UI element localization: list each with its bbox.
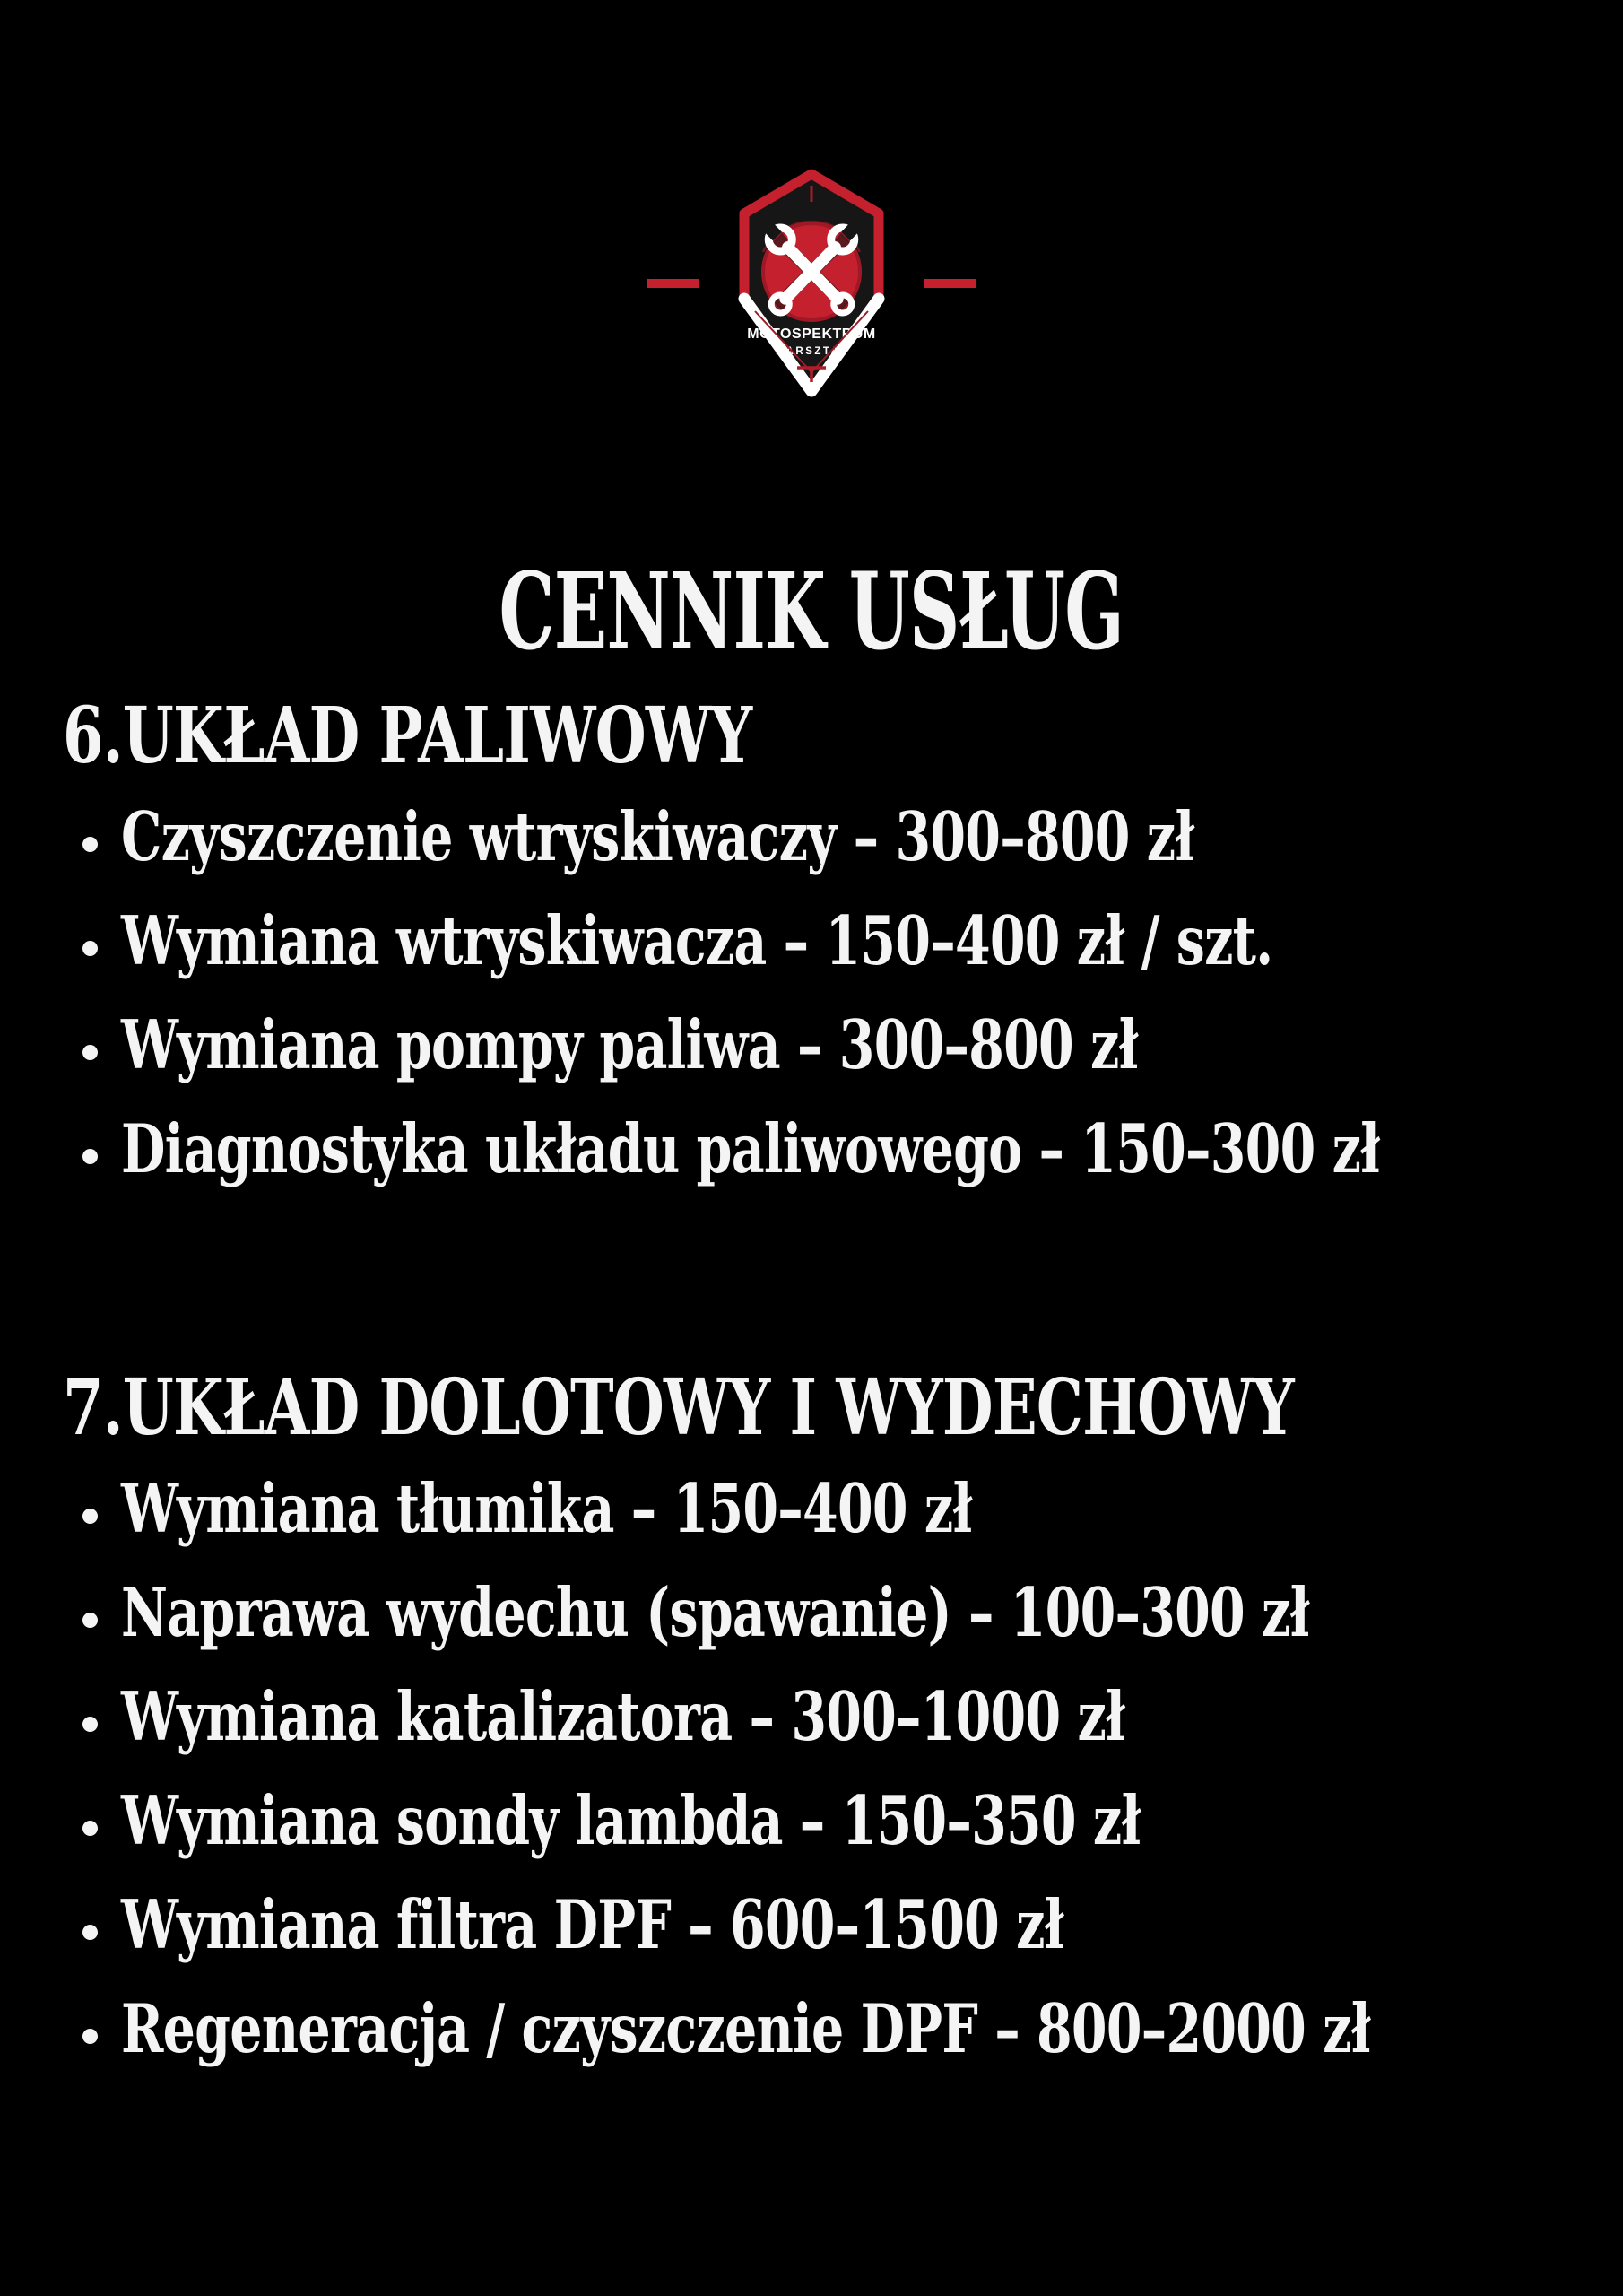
service-item bbox=[63, 796, 1605, 876]
service-item-text: Wymiana tłumika – 150–400 zł bbox=[121, 1468, 972, 1548]
service-item-text: Naprawa wydechu (spawanie) – 100–300 zł bbox=[121, 1572, 1309, 1652]
bullet-icon bbox=[82, 2029, 98, 2044]
service-item bbox=[63, 900, 1605, 980]
logo-subtitle-text: WARSZTAT bbox=[774, 346, 849, 357]
logo-dash-left-icon bbox=[647, 279, 699, 288]
service-section bbox=[63, 691, 1605, 1188]
service-item-text: Wymiana filtra DPF – 600–1500 zł bbox=[121, 1884, 1063, 1964]
service-item bbox=[63, 1988, 1605, 2068]
service-list bbox=[63, 1468, 1605, 2068]
service-item-text: Czyszczenie wtryskiwaczy – 300–800 zł bbox=[121, 796, 1194, 876]
section-heading-text: 7.UKŁAD DOLOTOWY I WYDECHOWY bbox=[63, 1362, 1294, 1453]
bullet-icon bbox=[82, 1613, 98, 1628]
service-item bbox=[63, 1004, 1605, 1084]
page-title bbox=[0, 549, 1623, 674]
bullet-icon bbox=[82, 1149, 98, 1164]
section-heading bbox=[63, 1362, 1605, 1453]
bullet-icon bbox=[82, 1509, 98, 1524]
service-section bbox=[63, 1362, 1605, 2068]
bullet-icon bbox=[82, 1717, 98, 1732]
bullet-icon bbox=[82, 1925, 98, 1940]
service-item-text: Diagnostyka układu paliwowego – 150–300 zł bbox=[121, 1109, 1380, 1188]
service-item bbox=[63, 1572, 1605, 1652]
workshop-logo-badge bbox=[726, 166, 897, 404]
service-item-text: Regeneracja / czyszczenie DPF – 800–2000 zł bbox=[121, 1988, 1370, 2068]
bullet-icon bbox=[82, 941, 98, 956]
service-item-text: Wymiana sondy lambda – 150–350 zł bbox=[121, 1780, 1141, 1860]
service-list bbox=[63, 796, 1605, 1188]
service-item bbox=[63, 1676, 1605, 1756]
bullet-icon bbox=[82, 1821, 98, 1836]
service-item-text: Wymiana pompy paliwa – 300–800 zł bbox=[121, 1004, 1138, 1084]
logo-brand-text: MOTOSPEKTRUM bbox=[747, 326, 876, 342]
service-item bbox=[63, 1468, 1605, 1548]
service-item bbox=[63, 1109, 1605, 1188]
logo-dash-right-icon bbox=[924, 279, 976, 288]
page-title-text: CENNIK USŁUG bbox=[499, 549, 1124, 674]
price-sections bbox=[63, 691, 1605, 2098]
service-item-text: Wymiana wtryskiwacza – 150–400 zł / szt. bbox=[121, 900, 1273, 980]
service-item-text: Wymiana katalizatora – 300–1000 zł bbox=[121, 1676, 1125, 1756]
section-heading bbox=[63, 691, 1605, 781]
section-heading-text: 6.UKŁAD PALIWOWY bbox=[63, 691, 752, 781]
bullet-icon bbox=[82, 1045, 98, 1060]
service-item bbox=[63, 1780, 1605, 1860]
bullet-icon bbox=[82, 837, 98, 852]
service-item bbox=[63, 1884, 1605, 1964]
